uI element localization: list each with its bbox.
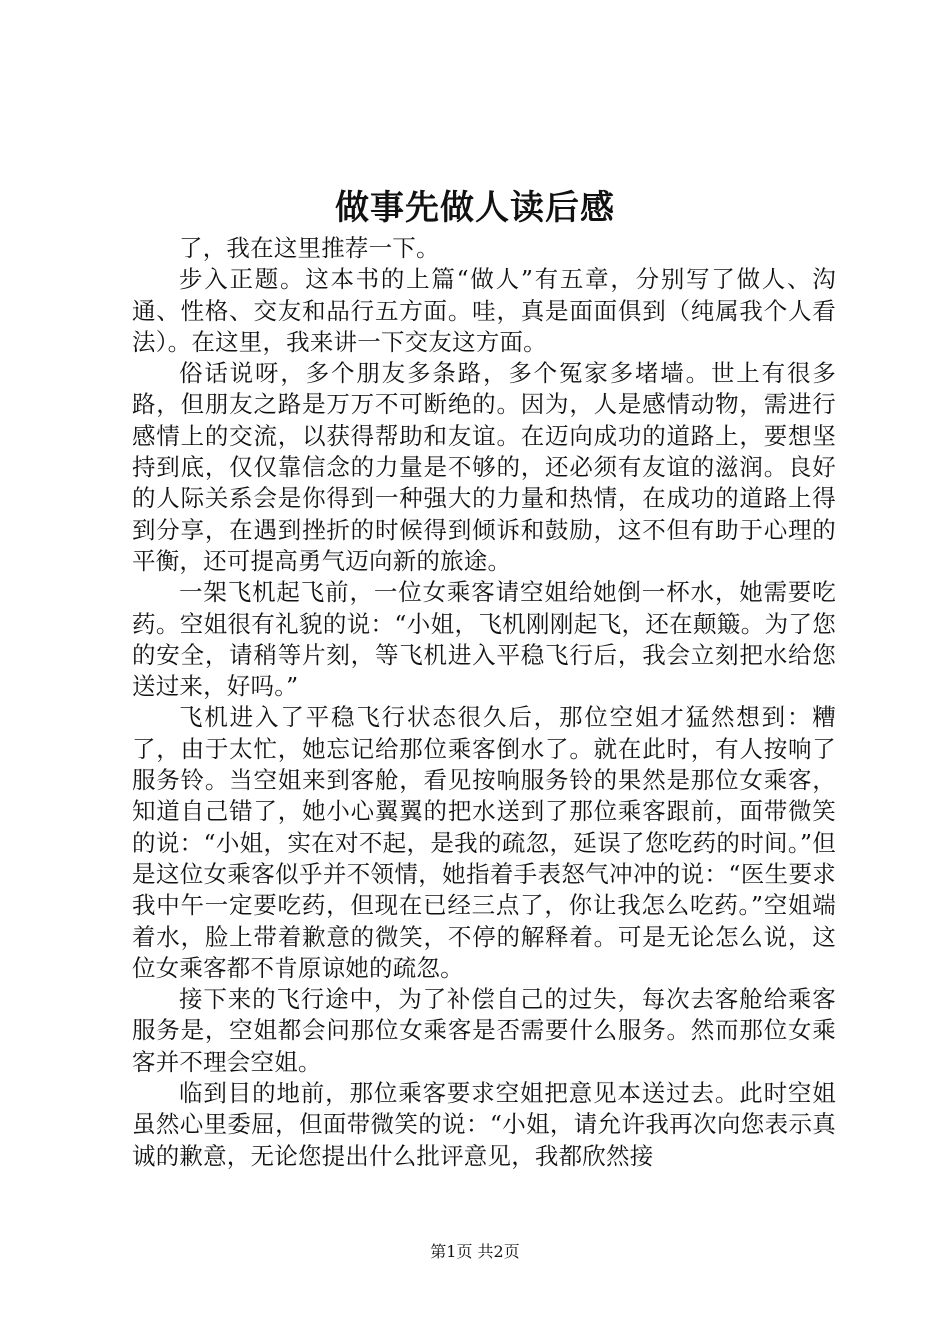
paragraph: 一架飞机起飞前，一位女乘客请空姐给她倒一杯水，她需要吃药。空姐很有礼貌的说：“小姐，飞机刚刚起飞，还在颠簸。为了您的安全，请稍等片刻，等飞机进入平稳飞行后，我会立刻把水给您送过来，好吗。”	[132, 578, 836, 701]
paragraph: 俗话说呀，多个朋友多条路，多个冤家多堵墙。世上有很多路，但朋友之路是万万不可断绝的。因为，人是感情动物，需进行感情上的交流，以获得帮助和友谊。在迈向成功的道路上，要想坚持到底，仅仅靠信念的力量是不够的，还必须有友谊的滋润。良好的人际关系会是你得到一种强大的力量和热情，在成功的道路上得到分享，在遇到挫折的时候得到倾诉和鼓励，这不但有助于心理的平衡，还可提高勇气迈向新的旅途。	[132, 359, 836, 575]
paragraph: 临到目的地前，那位乘客要求空姐把意见本送过去。此时空姐虽然心里委屈，但面带微笑的说：“小姐，请允许我再次向您表示真诚的歉意，无论您提出什么批评意见，我都欣然接	[132, 1079, 836, 1170]
paragraph: 接下来的飞行途中，为了补偿自己的过失，每次去客舱给乘客服务是，空姐都会问那位女乘客是否需要什么服务。然而那位女乘客并不理会空姐。	[132, 985, 836, 1076]
paragraph: 了，我在这里推荐一下。	[179, 234, 440, 262]
document-title: 做事先做人读后感	[335, 188, 615, 228]
page-number: 第1页 共2页	[430, 1242, 520, 1261]
paragraph: 飞机进入了平稳飞行状态很久后，那位空姐才猛然想到：糟了，由于太忙，她忘记给那位乘客倒水了。就在此时，有人按响了服务铃。当空姐来到客舱，看见按响服务铃的果然是那位女乘客，知道自己错了，她小心翼翼的把水送到了那位乘客跟前，面带微笑的说：“小姐，实在对不起，是我的疏忽，延误了您吃药的时间。”但是这位女乘客似乎并不领情，她指着手表怒气冲冲的说：“医生要求我中午一定要吃药，但现在已经三点了，你让我怎么吃药。”空姐端着水，脸上带着歉意的微笑，不停的解释着。可是无论怎么说，这位女乘客都不肯原谅她的疏忽。	[132, 703, 836, 982]
paragraph: 步入正题。这本书的上篇“做人”有五章，分别写了做人、沟通、性格、交友和品行五方面。哇，真是面面俱到（纯属我个人看法）。在这里，我来讲一下交友这方面。	[132, 265, 836, 356]
document-body	[132, 233, 836, 1172]
